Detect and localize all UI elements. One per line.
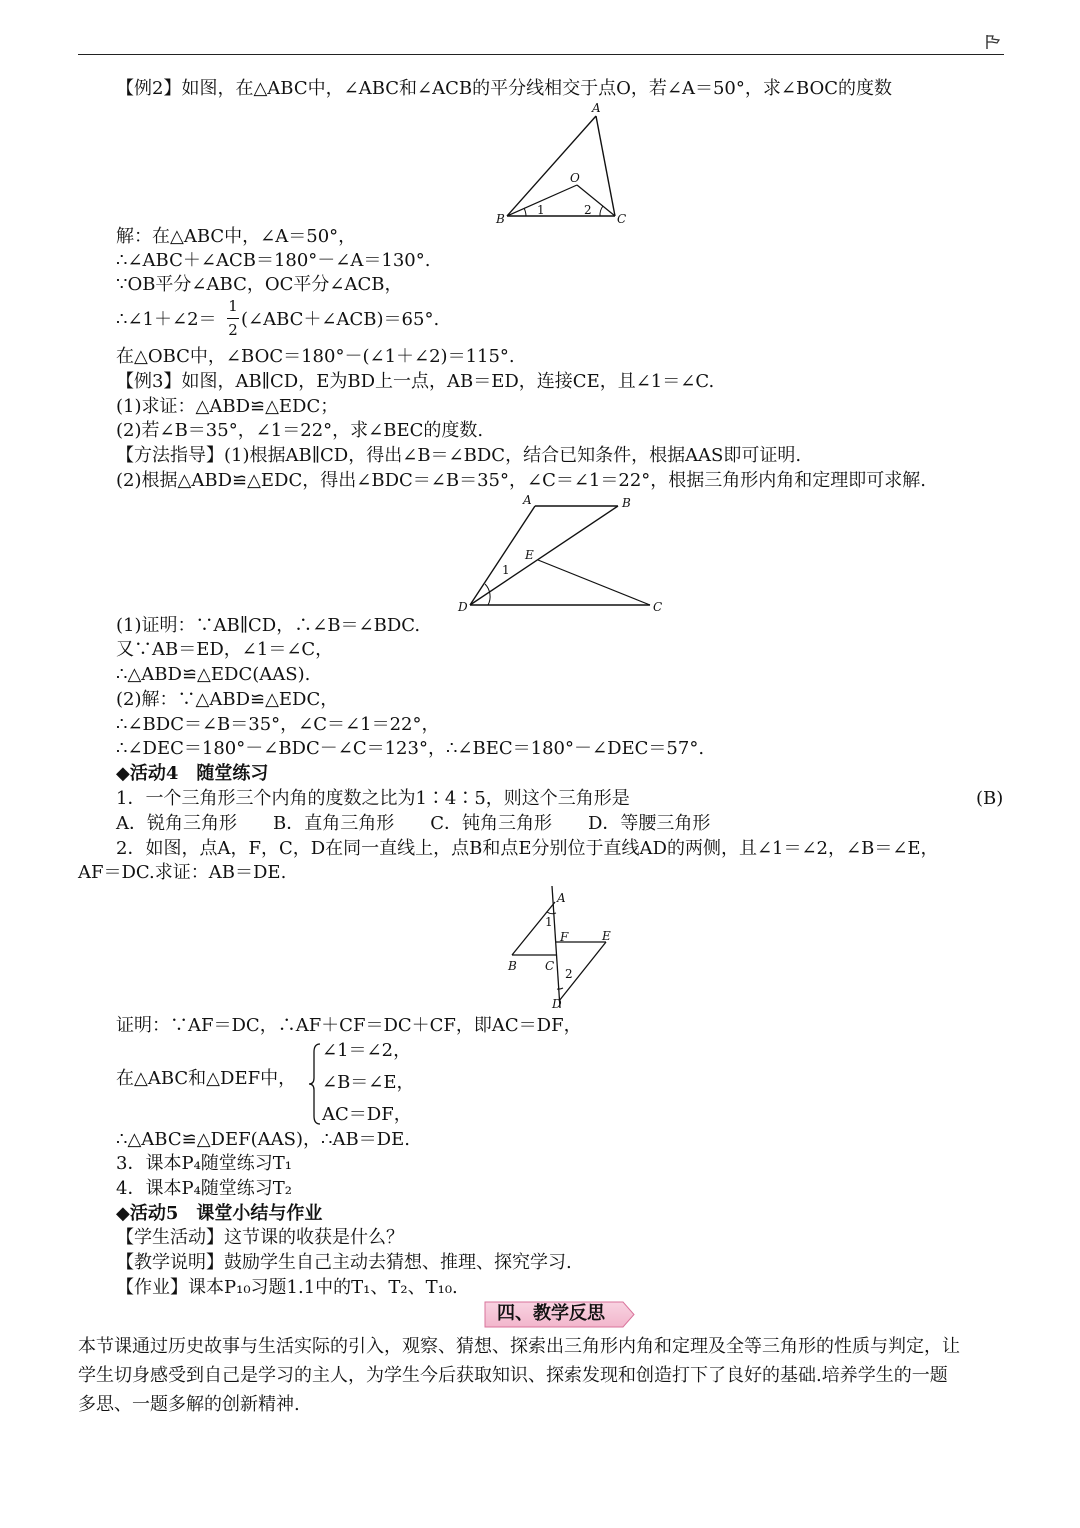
- condition-1: ∠1＝∠2，: [322, 1040, 412, 1061]
- curly-brace: [308, 1042, 322, 1126]
- proof-line-6: ∴∠DEC＝180°－∠BDC－∠C＝123°，∴∠BEC＝180°－∠DEC＝57°.: [116, 738, 705, 759]
- exercise-2-proof-1: 证明：∵AF＝DC，∴AF＋CF＝DC＋CF，即AC＝DF，: [116, 1015, 582, 1036]
- exercise-2-line-2: AF＝DC.求证：AB＝DE.: [78, 862, 287, 883]
- proof-line-4: (2)解：∵△ABD≌△EDC，: [116, 689, 339, 710]
- fraction-bar: [227, 318, 239, 319]
- label-b: B: [496, 212, 505, 226]
- example-3-part-2: (2)若∠B＝35°，∠1＝22°，求∠BEC的度数.: [116, 420, 484, 441]
- label-a: A: [557, 891, 566, 905]
- label-f: F: [560, 930, 569, 944]
- activity-5-heading: ◆活动5 课堂小结与作业: [116, 1203, 323, 1224]
- condition-2: ∠B＝∠E，: [322, 1072, 415, 1093]
- proof-line-1: (1)证明：∵AB∥CD，∴∠B＝∠BDC.: [116, 615, 421, 636]
- label-a: A: [592, 101, 601, 115]
- label-c: C: [545, 959, 555, 973]
- reflection-line-2: 学生切身感受到自己是学习的主人，为学生今后获取知识、探索发现和创造打下了良好的基础.培养学生的一题: [78, 1365, 948, 1386]
- exercise-1: 1．一个三角形三个内角的度数之比为1∶4∶5，则这个三角形是: [116, 788, 630, 809]
- label-o: O: [570, 171, 580, 185]
- label-e: E: [525, 548, 534, 562]
- exercise-2-line-1: 2．如图，点A，F，C，D在同一直线上，点B和点E分别位于直线AD的两侧，且∠1＝∠2，∠B＝∠E，: [116, 838, 939, 859]
- figure-triangle-abc: [490, 100, 640, 230]
- exercise-1-answer: (B): [976, 788, 1004, 809]
- label-angle-1: 1: [537, 203, 545, 217]
- solution-line-4b: (∠ABC＋∠ACB)＝65°.: [241, 309, 440, 330]
- teaching-note: 【教学说明】鼓励学生自己主动去猜想、推理、探究学习.: [116, 1252, 572, 1273]
- exercise-2-proof-3: ∴△ABC≌△DEF(AAS)，∴AB＝DE.: [116, 1129, 410, 1150]
- label-angle-1: 1: [545, 915, 553, 929]
- homework: 【作业】课本P₁₀习题1.1中的T₁、T₂、T₁₀.: [116, 1277, 458, 1298]
- label-b: B: [622, 496, 631, 510]
- label-c: C: [653, 600, 663, 614]
- student-activity: 【学生活动】这节课的收获是什么？: [116, 1227, 404, 1248]
- example-2-question: 【例2】如图，在△ABC中，∠ABC和∠ACB的平分线相交于点O，若∠A＝50°，求∠BOC的度数: [116, 78, 893, 99]
- exercise-1-options: A．锐角三角形 B．直角三角形 C．钝角三角形 D．等腰三角形: [116, 813, 711, 834]
- method-guide-2: (2)根据△ABD≌△EDC，得出∠BDC＝∠B＝35°，∠C＝∠1＝22°，根据三角形内角和定理即可求解.: [116, 470, 927, 491]
- reflection-line-3: 多思、一题多解的创新精神.: [78, 1394, 300, 1415]
- proof-line-5: ∴∠BDC＝∠B＝35°，∠C＝∠1＝22°，: [116, 714, 440, 735]
- label-d: D: [458, 600, 468, 614]
- example-3-question: 【例3】如图，AB∥CD，E为BD上一点，AB＝ED，连接CE，且∠1＝∠C.: [116, 371, 715, 392]
- label-angle-2: 2: [584, 203, 592, 217]
- fraction-denominator: 2: [228, 321, 238, 339]
- activity-4-heading: ◆活动4 随堂练习: [116, 763, 269, 784]
- reflection-line-1: 本节课通过历史故事与生活实际的引入，观察、猜想、探索出三角形内角和定理及全等三角形的性质与判定，让: [78, 1336, 960, 1357]
- method-guide-1: 【方法指导】(1)根据AB∥CD，得出∠B＝∠BDC，结合已知条件，根据AAS即可证明.: [116, 445, 802, 466]
- solution-line-2: ∴∠ABC＋∠ACB＝180°－∠A＝130°.: [116, 250, 431, 271]
- exercise-3: 3．课本P₄随堂练习T₁: [116, 1153, 293, 1174]
- exercise-2-proof-2: 在△ABC和△DEF中，: [116, 1068, 297, 1089]
- condition-3: AC＝DF，: [322, 1104, 412, 1125]
- figure-parallel-abcd: [455, 490, 675, 620]
- reflection-paragraph: [78, 1332, 1004, 1419]
- label-b: B: [508, 959, 517, 973]
- label-angle-1: 1: [502, 563, 510, 577]
- figure-exercise-2: [500, 882, 630, 1014]
- solution-line-5: 在△OBC中，∠BOC＝180°－(∠1＋∠2)＝115°.: [116, 346, 515, 367]
- label-d: D: [552, 997, 562, 1011]
- label-c: C: [617, 212, 627, 226]
- label-e: E: [602, 929, 611, 943]
- label-a: A: [523, 493, 532, 507]
- proof-line-2: 又∵AB＝ED，∠1＝∠C，: [116, 639, 334, 660]
- label-angle-2: 2: [565, 967, 573, 981]
- fraction-numerator: 1: [228, 297, 238, 315]
- exercise-4: 4．课本P₄随堂练习T₂: [116, 1178, 293, 1199]
- header-rule: [78, 54, 1004, 55]
- solution-line-3: ∵OB平分∠ABC，OC平分∠ACB，: [116, 274, 403, 295]
- example-3-part-1: (1)求证：△ABD≌△EDC；: [116, 396, 339, 417]
- flag-icon: [984, 34, 1002, 50]
- proof-line-3: ∴△ABD≌△EDC(AAS).: [116, 664, 311, 685]
- solution-line-4a: ∴∠1＋∠2＝: [116, 309, 217, 330]
- section-title: 四、教学反思: [497, 1303, 605, 1324]
- solution-line-1: 解：在△ABC中，∠A＝50°，: [116, 226, 357, 247]
